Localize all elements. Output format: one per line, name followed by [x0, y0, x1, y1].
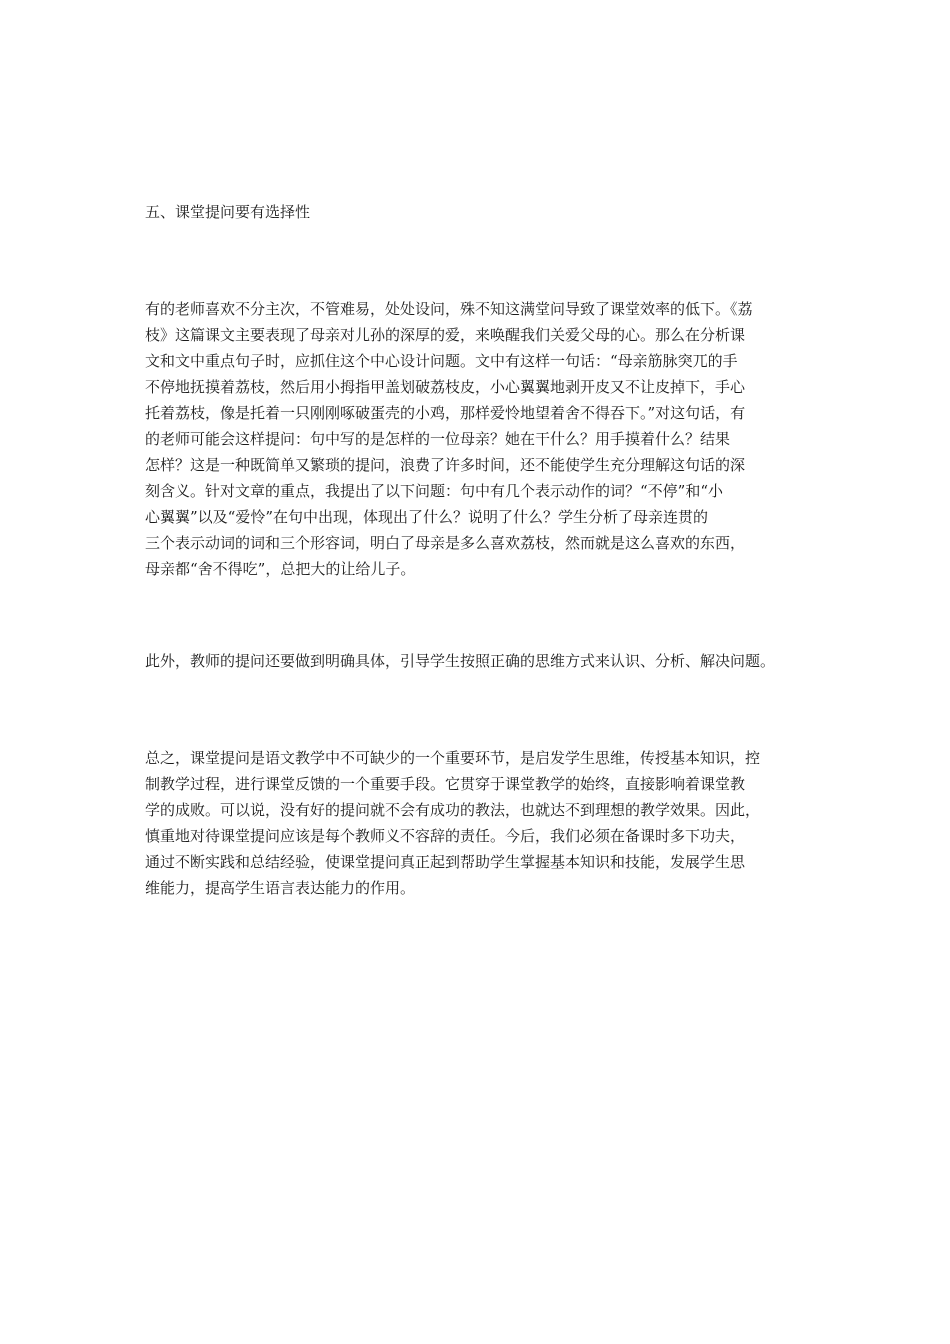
paragraph-line: 总之，课堂提问是语文教学中不可缺少的一个重要环节，是启发学生思维，传授基本知识，控: [145, 749, 761, 767]
section-heading: 五、课堂提问要有选择性: [145, 203, 311, 221]
paragraph-line: 三个表示动词的词和三个形容词，明白了母亲是多么喜欢荔枝，然而就是这么喜欢的东西，: [145, 534, 746, 552]
paragraph-line: 刻含义。针对文章的重点，我提出了以下问题：句中有几个表示动作的词？“不停”和“小: [145, 482, 724, 500]
paragraph-line: 维能力，提高学生语言表达能力的作用。: [145, 879, 416, 897]
paragraph-line: 枝》这篇课文主要表现了母亲对儿孙的深厚的爱，来唤醒我们关爱父母的心。那么在分析课: [145, 326, 746, 344]
paragraph-line: 通过不断实践和总结经验，使课堂提问真正起到帮助学生掌握基本知识和技能，发展学生思: [145, 853, 746, 871]
paragraph-line: 母亲都“舍不得吃”，总把大的让给儿子。: [145, 560, 416, 578]
paragraph-line: 不停地抚摸着荔枝，然后用小拇指甲盖划破荔枝皮，小心翼翼地剥开皮又不让皮掉下，手心: [145, 378, 746, 396]
paragraph-line: 制教学过程，进行课堂反馈的一个重要手段。它贯穿于课堂教学的始终，直接影响着课堂教: [145, 775, 746, 793]
paragraph-1: [145, 296, 820, 582]
paragraph-line: 有的老师喜欢不分主次，不管难易，处处设问，殊不知这满堂问导致了课堂效率的低下。《荔: [145, 300, 753, 318]
paragraph-line: 心翼翼”以及“爱怜”在句中出现，体现出了什么？说明了什么？学生分析了母亲连贯的: [145, 508, 709, 526]
paragraph-line: 的老师可能会这样提问：句中写的是怎样的一位母亲？她在干什么？用手摸着什么？结果: [145, 430, 731, 448]
paragraph-line: 慎重地对待课堂提问应该是每个教师义不容辞的责任。今后，我们必须在备课时多下功夫，: [145, 827, 746, 845]
paragraph-3: [145, 745, 820, 901]
paragraph-line: 此外，教师的提问还要做到明确具体，引导学生按照正确的思维方式来认识、分析、解决问题。: [145, 652, 776, 670]
paragraph-line: 文和文中重点句子时，应抓住这个中心设计问题。文中有这样一句话：“母亲筋脉突兀的手: [145, 352, 738, 370]
paragraph-line: 托着荔枝，像是托着一只刚刚啄破蛋壳的小鸡，那样爱怜地望着舍不得吞下。”对这句话，有: [145, 404, 746, 422]
paragraph-line: 学的成败。可以说，没有好的提问就不会有成功的教法，也就达不到理想的教学效果。因此，: [145, 801, 761, 819]
paragraph-line: 怎样？这是一种既简单又繁琐的提问，浪费了许多时间，还不能使学生充分理解这句话的深: [145, 456, 746, 474]
paragraph-2: [145, 648, 820, 674]
